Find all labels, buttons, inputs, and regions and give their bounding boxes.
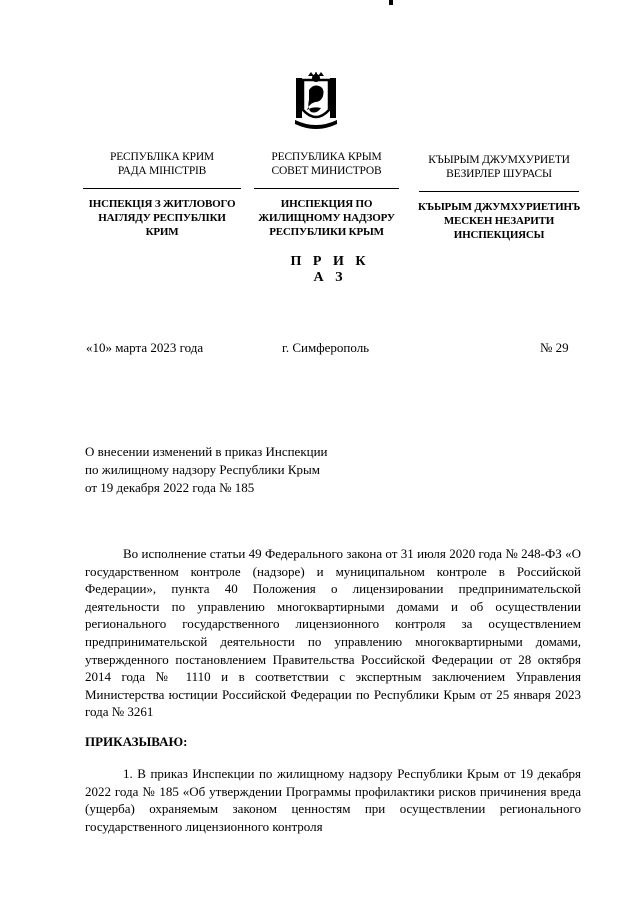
crimea-coat-of-arms-icon xyxy=(291,72,341,132)
header-right-column xyxy=(415,153,583,242)
order-date: «10» марта 2023 года xyxy=(86,340,204,355)
scan-dot xyxy=(389,0,393,5)
header-left-column xyxy=(82,150,242,239)
header-right-bottom-line-2: МЕСКЕН НЕЗАРИТИ xyxy=(443,215,555,227)
header-left-bottom-line-2: НАГЛЯДУ РЕСПУБЛІКИ xyxy=(98,212,226,224)
subject-line-1: О внесении изменений в приказ Инспекции xyxy=(85,444,328,459)
header-middle-column xyxy=(254,150,399,239)
header-left-divider xyxy=(83,188,241,189)
order-number: № 29 xyxy=(540,340,569,355)
header-middle-top-line-2: СОВЕТ МИНИСТРОВ xyxy=(271,165,382,177)
header-left-top-line-2: РАДА МІНІСТРІВ xyxy=(117,165,207,177)
order-city: г. Симферополь xyxy=(282,340,370,355)
header-right-divider xyxy=(419,191,579,192)
header-right-top-line-2: ВЕЗИРЛЕР ШУРАСЫ xyxy=(446,168,552,180)
header-middle-bottom-line-1: ИНСПЕКЦИЯ ПО xyxy=(280,198,373,210)
order-item-1: 1. В приказ Инспекции по жилищному надзору Республики Крым от 19 декабря 2022 года № 185 «Об утверждении Программы профилактики рисков причинения вреда (ущерба) охраняемым законом ценностям при осуществлении регионального государственного лицензионного контроля xyxy=(85,766,581,834)
order-subject xyxy=(85,443,405,497)
header-right-top-line-1: КЪЫРЫМ ДЖУМХУРИЕТИ xyxy=(428,154,570,166)
header-right-bottom-line-3: ИНСПЕКЦИЯСЫ xyxy=(453,229,545,241)
header-left-bottom-line-1: ІНСПЕКЦІЯ З ЖИТЛОВОГО xyxy=(88,198,236,210)
subject-line-2: по жилищному надзору Республики Крым xyxy=(85,462,321,477)
header-left-bottom-line-3: КРИМ xyxy=(145,226,179,238)
header-middle-divider xyxy=(254,188,399,189)
header-right-bottom-line-1: КЪЫРЫМ ДЖУМХУРИЕТИНЪ xyxy=(417,201,581,213)
header-middle-bottom-line-2: ЖИЛИЩНОМУ НАДЗОРУ xyxy=(258,212,395,224)
subject-line-3: от 19 декабря 2022 года № 185 xyxy=(85,480,255,495)
order-title: П Р И К А З xyxy=(290,254,370,285)
directive-heading: ПРИКАЗЫВАЮ: xyxy=(85,734,188,749)
preamble-paragraph: Во исполнение статьи 49 Федерального закона от 31 июля 2020 года № 248-ФЗ «О государственном контроле (надзоре) и муниципальном контроле в Российской Федерации», пункта 40 Положения о лицензировании предпринимательской деятельности по управлению многоквартирными домами и об осуществлении регионального государственного лицензионного контроля за осуществлением предпринимательской деятельности по управлению многоквартирными домами, утвержденного постановлением Правительства Российской Федерации от 28 октября 2014 года № 1110 и в соответствии с экспертным заключением Управления Министерства юстиции Российской Федерации по Республики Крым от 25 января 2023 года № 3261 xyxy=(85,546,581,720)
header-left-top-line-1: РЕСПУБЛІКА КРИМ xyxy=(110,151,214,163)
header-middle-top-line-1: РЕСПУБЛИКА КРЫМ xyxy=(271,151,382,163)
header-middle-bottom-line-3: РЕСПУБЛИКИ КРЫМ xyxy=(269,226,384,238)
